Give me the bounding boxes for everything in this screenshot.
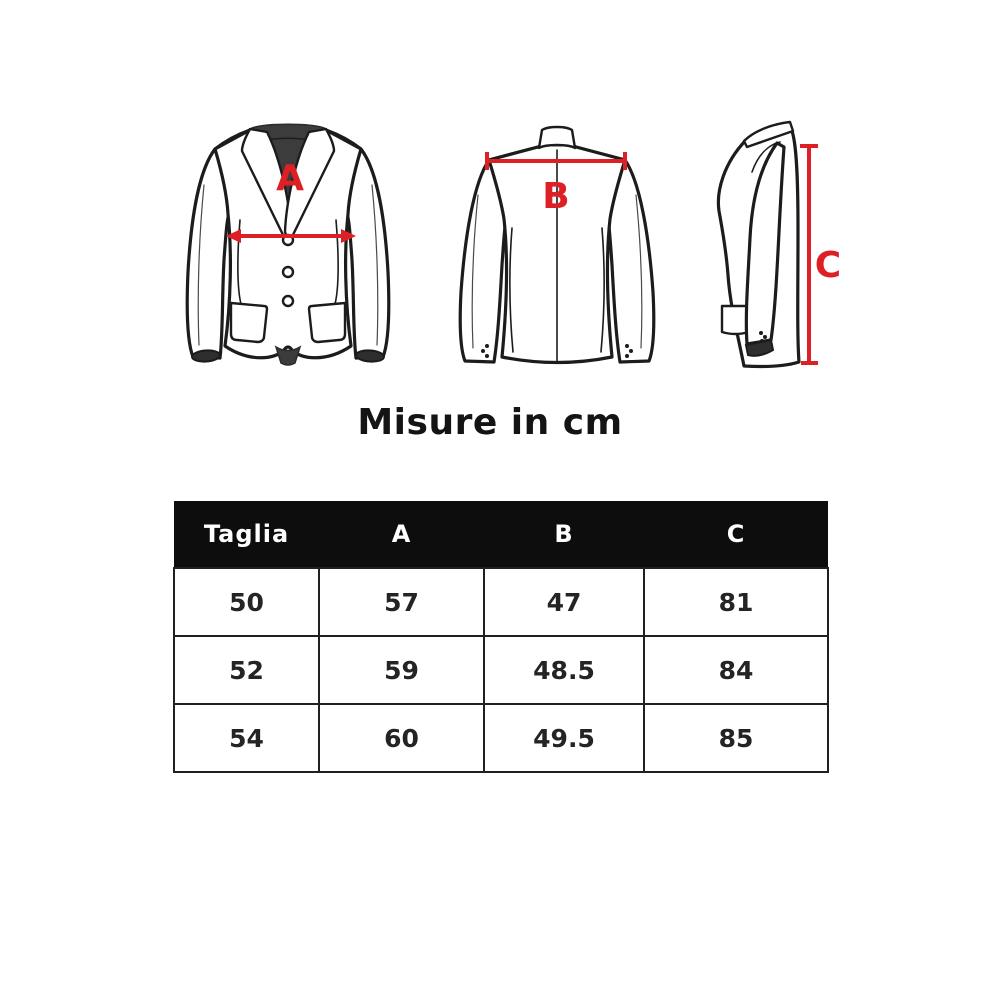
size-cell: 60 bbox=[319, 704, 484, 772]
size-table bbox=[173, 501, 829, 773]
jacket-front-illustration bbox=[187, 124, 389, 365]
size-cell: 47 bbox=[484, 568, 644, 636]
size-cell: 50 bbox=[174, 568, 319, 636]
size-row-50 bbox=[174, 568, 828, 636]
size-row-54 bbox=[174, 704, 828, 772]
size-cell: 49.5 bbox=[484, 704, 644, 772]
back-collar bbox=[539, 127, 575, 148]
size-cell: 59 bbox=[319, 636, 484, 704]
header-cell-c: C bbox=[644, 501, 828, 568]
size-row-52 bbox=[174, 636, 828, 704]
size-cell: 81 bbox=[644, 568, 828, 636]
jacket-measurement-diagram bbox=[0, 0, 1000, 400]
size-cell: 54 bbox=[174, 704, 319, 772]
size-cell: 48.5 bbox=[484, 636, 644, 704]
front-left-pocket bbox=[231, 303, 267, 342]
measure-label-c: C bbox=[814, 245, 842, 286]
size-cell: 84 bbox=[644, 636, 828, 704]
size-table-header-row bbox=[174, 501, 828, 568]
size-cell: 52 bbox=[174, 636, 319, 704]
jacket-back-illustration bbox=[460, 127, 654, 363]
size-cell: 85 bbox=[644, 704, 828, 772]
measure-label-a: A bbox=[276, 158, 304, 199]
measure-label-b: B bbox=[542, 176, 570, 217]
front-hem-notch bbox=[276, 347, 300, 365]
jacket-side-illustration bbox=[718, 122, 841, 367]
size-cell: 57 bbox=[319, 568, 484, 636]
size-chart-title: Misure in cm bbox=[357, 402, 623, 443]
front-right-pocket bbox=[309, 303, 345, 342]
header-cell-b: B bbox=[484, 501, 644, 568]
header-cell-taglia: Taglia bbox=[174, 501, 319, 568]
header-cell-a: A bbox=[319, 501, 484, 568]
